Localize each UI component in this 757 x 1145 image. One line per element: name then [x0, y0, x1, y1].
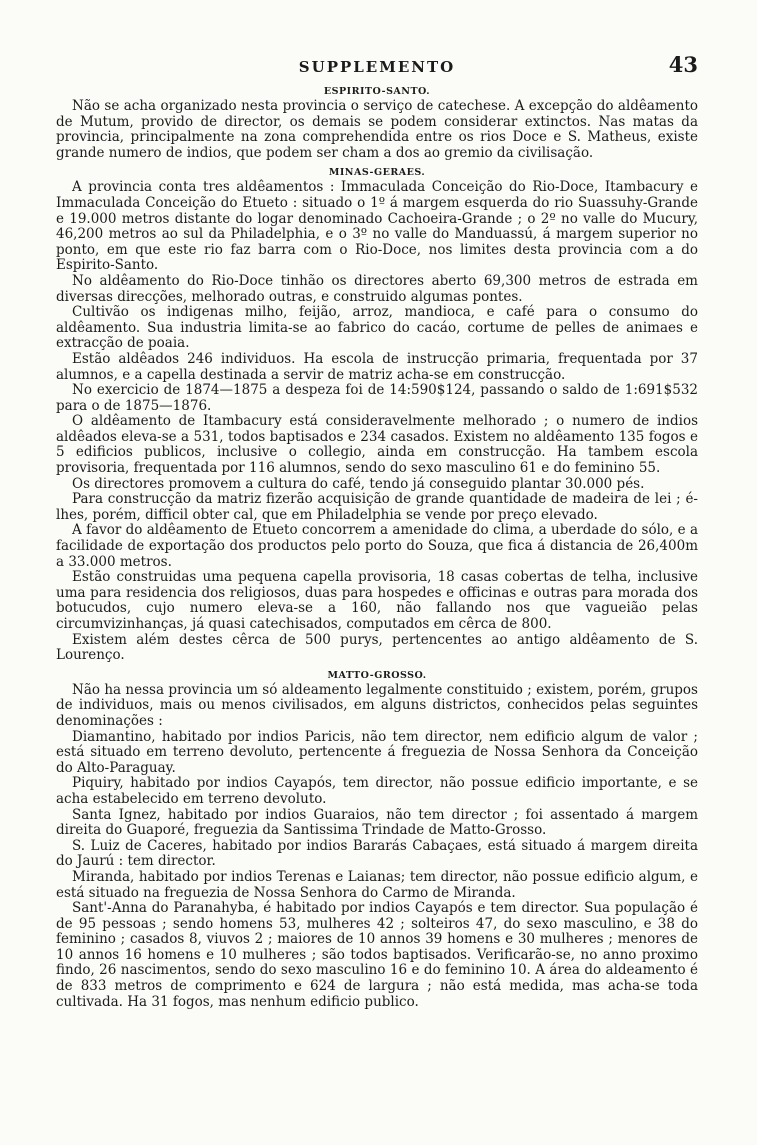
- paragraph: Não se acha organizado nesta provincia o serviço de catechese. A excepção do aldêamento de Mutum, provido de director, os demais se podem considerar extinctos. Nas matas da provincia, principalmente na zona comprehendida entre os rios Doce e S. Matheus, existe grande numero de indios, que podem ser cham a dos ao gremio da civilisação.: [56, 98, 698, 161]
- page-number: 43: [668, 52, 698, 77]
- paragraph: Diamantino, habitado por indios Paricis, não tem director, nem edificio algum de valor ; está situado em terreno devoluto, pertencente á freguezia de Nossa Senhora da Conceição do Alto-Paraguay.: [56, 728, 698, 776]
- paragraph: Para construcção da matriz fizerão acquisição de grande quantidade de madeira de lei ; é-lhes, porém, difficil obter cal, que em Philadelphia se vende por preço elevado.: [56, 491, 698, 523]
- paragraph: A favor do aldêamento de Etueto concorrem a amenidade do clima, a uberdade do sólo, e a facilidade de exportação dos productos pelo porto do Souza, que fica á distancia de 26,400m a 33.000 metros.: [56, 522, 698, 570]
- paragraph: Não ha nessa provincia um só aldeamento legalmente constituido ; existem, porém, grupos de individuos, mais ou menos civilisados, em alguns districtos, conhecidos pelas seguintes denominações :: [56, 681, 698, 729]
- running-title: SUPPLEMENTO: [298, 58, 456, 76]
- paragraph: No aldêamento do Rio-Doce tinhão os directores aberto 69,300 metros de estrada em diversas direcções, melhorado outras, e construido algumas pontes.: [56, 272, 698, 305]
- section-heading-minas-geraes: MINAS-GERAES.: [328, 167, 426, 179]
- paragraph: Sant'-Anna do Paranahyba, é habitado por indios Cayapós e tem director. Sua população é de 95 pessoas ; sendo homens 53, mulheres 42 ; solteiros 47, do sexo masculino, e 38 do feminino ; casados 8, viuvos 2 ; maiores de 10 annos 39 homens e 30 mulheres ; menores de 10 annos 16 homens e 10 mulheres ; são todos baptisados. Verificarão-se, no anno proximo findo, 26 nascimentos, sendo do sexo masculino 16 e do feminino 10. A área do aldeamento é de 833 metros de comprimento e 624 de largura ; não está medida, mas acha-se toda cultivada. Ha 31 fogos, mas nenhum edificio publico.: [56, 900, 698, 1010]
- paragraph: O aldêamento de Itambacury está consideravelmente melhorado ; o numero de indios aldêados eleva-se a 531, todos baptisados e 234 casados. Existem no aldêamento 135 fogos e 5 edificios publicos, inclusive o collegio, ainda em construcção. Ha tambem escola provisoria, frequentada por 116 alumnos, sendo do sexo masculino 61 e do feminino 55.: [56, 413, 698, 477]
- paragraph: No exercicio de 1874—1875 a despeza foi de 14:590$124, passando o saldo de 1:691$532 para o de 1875—1876.: [56, 382, 698, 414]
- paragraph: Estão aldêados 246 individuos. Ha escola de instrucção primaria, frequentada por 37 alumnos, e a capella destinada a servir de matriz acha-se em construcção.: [56, 350, 698, 383]
- paragraph: Santa Ignez, habitado por indios Guaraios, não tem director ; foi assentado á margem direita do Guaporé, freguezia da Santissima Trindade de Matto-Grosso.: [56, 806, 698, 839]
- section-heading-matto-grosso: MATTO-GROSSO.: [327, 669, 427, 681]
- paragraph: Os directores promovem a cultura do café, tendo já conseguido plantar 30.000 pés.: [72, 475, 645, 492]
- section-heading-espirito-santo: ESPIRITO-SANTO.: [323, 86, 431, 97]
- paragraph: Piquiry, habitado por indios Cayapós, tem director, não possue edificio importante, e se acha estabelecido em terreno devoluto.: [56, 775, 698, 807]
- page: [56, 52, 698, 1010]
- paragraph: Estão construidas uma pequena capella provisoria, 18 casas cobertas de telha, inclusive uma para residencia dos religiosos, duas para hospedes e officinas e outras para morada dos botucudos, cujo numero eleva-se a 160, não fallando nos que vagueião pelas circumvizinhanças, já quasi catechisados, computados em cêrca de 800.: [56, 569, 698, 632]
- paragraph: Existem além destes cêrca de 500 purys, pertencentes ao antigo aldêamento de S. Lourenço.: [56, 631, 698, 664]
- paragraph: A provincia conta tres aldêamentos : Immaculada Conceição do Rio-Doce, Itambacury e Immaculada Conceição do Etueto : situado o 1º á margem esquerda do rio Suassuhy-Grande e 19.000 metros distante do logar denominado Cachoeira-Grande ; o 2º no valle do Mucury, 46,200 metros ao sul da Philadelphia, e o 3º no valle do Manduassú, á margem superior no ponto, em que este rio faz barra com o Rio-Doce, nos limites desta provincia com a do Espirito-Santo.: [56, 179, 698, 274]
- paragraph: Cultivão os indigenas milho, feijão, arroz, mandioca, e café para o consumo do aldêamento. Sua industria limita-se ao fabrico do cacáo, cortume de pelles de animaes e extracção de poaia.: [56, 304, 698, 352]
- running-head: [56, 52, 698, 80]
- paragraph: Miranda, habitado por indios Terenas e Laianas; tem director, não possue edificio algum, e está situado na freguezia de Nossa Senhora do Carmo de Miranda.: [56, 868, 698, 901]
- paragraph: S. Luiz de Caceres, habitado por indios Bararás Cabaçaes, está situado á margem direita do Jaurú : tem director.: [56, 837, 698, 870]
